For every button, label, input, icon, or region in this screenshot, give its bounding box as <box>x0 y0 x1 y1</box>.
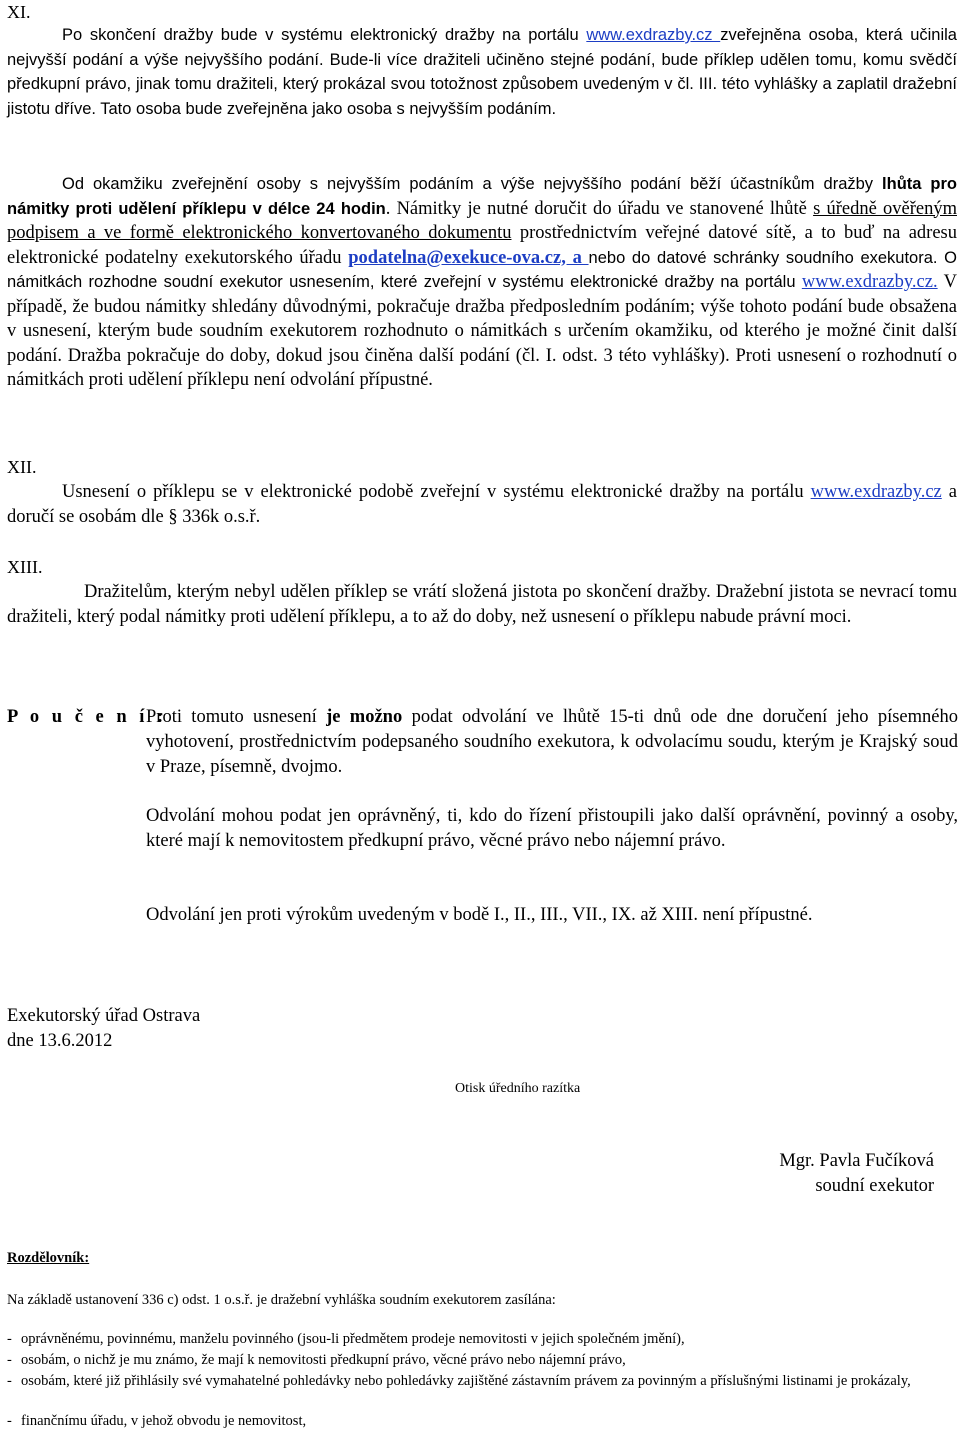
distribution-item <box>7 1350 957 1370</box>
pouceni-text-b: podat odvolání ve lhůtě 15-ti dnů ode dne doručení jeho písemného vyhotovení, prostřednictvím podepsaného soudního exekutora, k odvolacímu soudu, kterým je Krajský soud v Praze, písemně, dvojmo. <box>146 707 958 777</box>
pouceni-paragraph-1 <box>146 705 958 780</box>
objection-text-d: nebo do datové schránky soudního exekutora. O námitkách rozhodne soudní exekutor usnesením, které zveřejní v systému elektronické dražby na portálu <box>7 248 958 291</box>
section-xi-text-b: zveřejněna osoba, která učinila nejvyšší podání a výše nejvyššího podání. Bude-li více dražiteli učiněno stejné podání, bude příklep udělen tomu, komu svědčí předkupní právo, jinak tomu dražiteli, který prokázal svou totožnost způsobem uvedeným v čl. III. této vyhlášky a zaplatil dražební jistotu dříve. Tato osoba bude zveřejněna jako osoba s nejvyšším podáním. <box>7 26 957 118</box>
section-xiii-title: XIII. <box>7 557 43 577</box>
distribution-item <box>7 1411 957 1431</box>
section-xii-paragraph <box>7 480 957 529</box>
section-xii-text-a: Usnesení o příklepu se v elektronické podobě zveřejní v systému elektronické dražby na portálu <box>62 482 811 502</box>
pouceni-label: P o u č e n í : <box>7 707 168 727</box>
podatelna-email-link[interactable]: podatelna@exekuce-ova.cz, a <box>348 247 589 268</box>
list-bullet: - <box>7 1413 12 1429</box>
section-xii-text-b: a doručí se osobám dle § 336k o.s.ř. <box>7 482 957 527</box>
office-block <box>7 1004 200 1054</box>
distribution-item-text: osobám, o nichž je mu známo, že mají k nemovitosti předkupní právo, věcné právo nebo nájemní právo, <box>21 1352 626 1368</box>
pouceni-text-a: Proti tomuto usnesení <box>146 707 327 727</box>
signer-name: Mgr. Pavla Fučíková <box>779 1151 934 1171</box>
list-bullet: - <box>7 1331 12 1347</box>
signature-block <box>779 1149 934 1199</box>
objection-signature-requirement: s úředně ověřeným podpisem a ve formě elektronického konvertovaného dokumentu <box>7 198 957 243</box>
distribution-item <box>7 1371 957 1391</box>
office-name: Exekutorský úřad Ostrava <box>7 1006 201 1026</box>
section-xi-text-a: Po skončení dražby bude v systému elektronický dražby na portálu <box>62 26 587 44</box>
distribution-item-text: oprávněnému, povinnému, manželu povinného (jsou-li předmětem prodeje nemovitosti v jejich společném jmění), <box>21 1331 685 1347</box>
pouceni-paragraph-3: Odvolání jen proti výrokům uvedeným v bodě I., II., III., VII., IX. až XIII. není přípustné. <box>146 905 813 925</box>
stamp-placeholder: Otisk úředního razítka <box>455 1081 581 1096</box>
distribution-intro: Na základě ustanovení 336 c) odst. 1 o.s.ř. je dražební vyhláška soudním exekutorem zasílána: <box>7 1292 556 1308</box>
pouceni-paragraph-2: Odvolání mohou podat jen oprávněný, ti, kdo do řízení přistoupili jako další oprávnění, povinný a osoby, které mají k nemovitostem předkupní právo, věcné právo nebo nájemní právo. <box>146 806 958 851</box>
section-xiii-text: Dražitelům, kterým nebyl udělen příklep se vrátí složená jistota po skončení dražby. Dražební jistota se nevrací tomu dražiteli, který podal námitky proti udělení příklepu, a to až do doby, než usnesení o příklepu nabude právní moci. <box>7 582 957 627</box>
signer-role: soudní exekutor <box>815 1176 934 1196</box>
exdrazby-link[interactable]: www.exdrazby.cz <box>586 26 721 44</box>
list-bullet: - <box>7 1373 12 1389</box>
section-xi-paragraph-1 <box>7 23 957 121</box>
section-xi-title: XI. <box>7 2 31 22</box>
list-bullet: - <box>7 1352 12 1368</box>
objection-text-b: . Námitky je nutné doručit do úřadu ve stanovené lhůtě <box>385 198 814 219</box>
objection-intro-text: Od okamžiku zveřejnění osoby s nejvyšším podáním a výše nejvyššího podání běží účastníkům dražby <box>62 175 883 193</box>
objection-deadline-text: lhůta pro námitky proti udělení příklepu v délce 24 hodin <box>7 175 958 218</box>
distribution-item-text: osobám, které již přihlásily své vymahatelné pohledávky nebo pohledávky zajištěné zástavním právem za povinným a příslušnými listinami je prokázaly, <box>21 1373 911 1389</box>
exdrazby-link-3[interactable]: www.exdrazby.cz <box>810 482 942 502</box>
section-xiii-paragraph <box>7 580 957 629</box>
section-xii-title: XII. <box>7 457 37 477</box>
office-date: dne 13.6.2012 <box>7 1031 113 1051</box>
objection-text-c: prostřednictvím veřejné datové sítě, a to buď na adresu elektronické podatelny exekutorského úřadu <box>7 223 957 268</box>
exdrazby-link-2[interactable]: www.exdrazby.cz. <box>801 272 938 292</box>
distribution-item <box>7 1329 957 1349</box>
section-xi-paragraph-2 <box>7 172 957 393</box>
pouceni-bold: je možno <box>326 707 403 727</box>
objection-text-e: V případě, že budou námitky shledány důvodnými, pokračuje dražba předposledním podáním; výše tohoto podání bude obsažena v usnesení, kterým bude soudním exekutorem rozhodnuto o námitkách s určením okamžiku, od kterého je možné činit další podání. Dražba pokračuje do doby, dokud jsou činěna další podání (čl. I. odst. 3 této vyhlášky). Proti usnesení o rozhodnutí o námitkách proti udělení příklepu není odvolání přípustné. <box>7 272 957 390</box>
distribution-heading: Rozdělovník: <box>7 1250 90 1266</box>
distribution-item-text: finančnímu úřadu, v jehož obvodu je nemovitost, <box>21 1413 307 1429</box>
